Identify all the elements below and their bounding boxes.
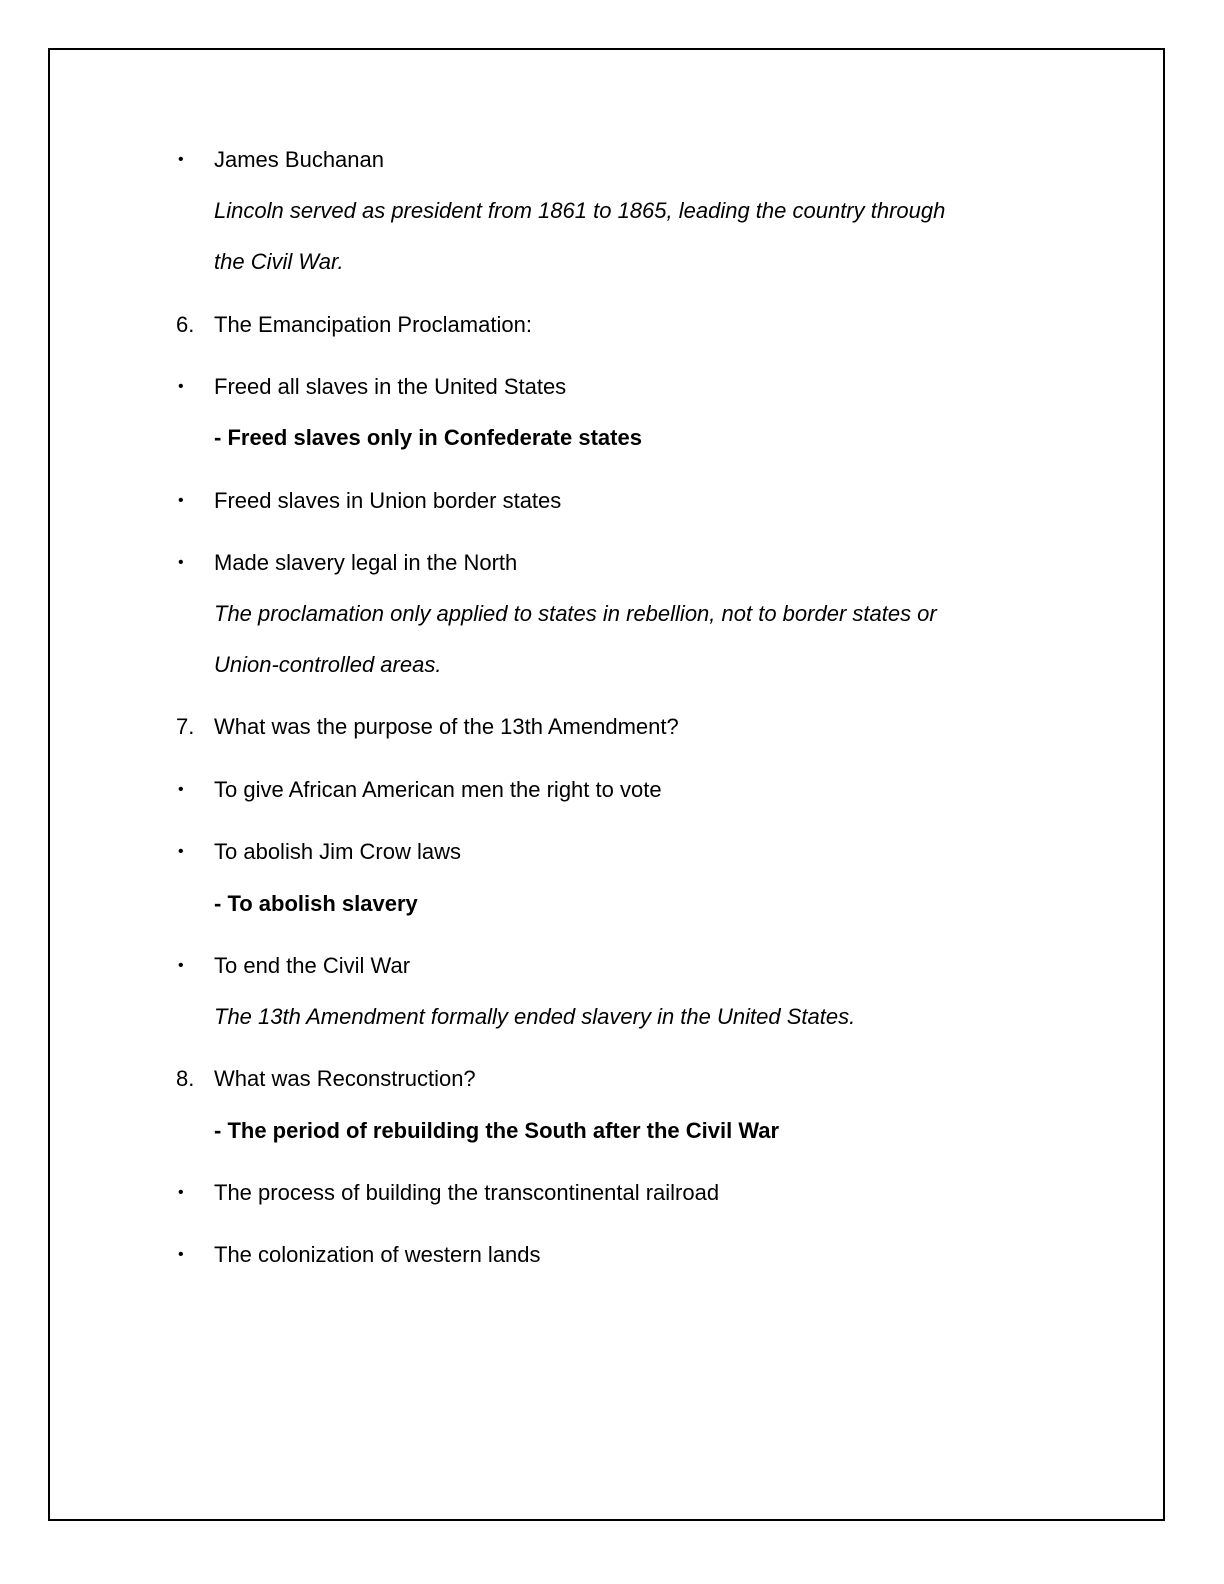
question-text: What was the purpose of the 13th Amendment? bbox=[214, 714, 679, 739]
option-text: The process of building the transcontinental railroad bbox=[214, 1180, 720, 1205]
explanation-text: The 13th Amendment formally ended slavery in the United States. bbox=[214, 1004, 856, 1029]
bullet-icon: • bbox=[178, 378, 184, 395]
answer-text: - To abolish slavery bbox=[214, 891, 418, 916]
option-text: James Buchanan bbox=[214, 147, 384, 172]
bullet-icon: • bbox=[178, 843, 184, 860]
bullet-icon: • bbox=[178, 957, 184, 974]
bullet-icon: • bbox=[178, 781, 184, 798]
bullet-icon: • bbox=[178, 151, 184, 168]
option-text: Freed all slaves in the United States bbox=[214, 374, 567, 399]
option-text: Freed slaves in Union border states bbox=[214, 488, 562, 513]
answer-text: - Freed slaves only in Confederate states bbox=[214, 425, 642, 450]
explanation-text: the Civil War. bbox=[214, 249, 344, 274]
option-text: To end the Civil War bbox=[214, 953, 411, 978]
option-text: To give African American men the right to vote bbox=[214, 777, 662, 802]
option-text: The colonization of western lands bbox=[214, 1242, 541, 1267]
question-number: 7. bbox=[176, 714, 195, 739]
bullet-icon: • bbox=[178, 492, 184, 509]
question-number: 8. bbox=[176, 1066, 195, 1091]
bullet-icon: • bbox=[178, 1184, 184, 1201]
answer-text: - The period of rebuilding the South after the Civil War bbox=[214, 1118, 780, 1143]
question-text: The Emancipation Proclamation: bbox=[214, 312, 532, 337]
bullet-icon: • bbox=[178, 1246, 184, 1263]
explanation-text: Union-controlled areas. bbox=[214, 652, 442, 677]
option-text: To abolish Jim Crow laws bbox=[214, 839, 461, 864]
question-text: What was Reconstruction? bbox=[214, 1066, 476, 1091]
bullet-icon: • bbox=[178, 554, 184, 571]
explanation-text: Lincoln served as president from 1861 to 1865, leading the country through bbox=[214, 198, 946, 223]
question-number: 6. bbox=[176, 312, 195, 337]
option-text: Made slavery legal in the North bbox=[214, 550, 518, 575]
explanation-text: The proclamation only applied to states in rebellion, not to border states or bbox=[214, 601, 937, 626]
